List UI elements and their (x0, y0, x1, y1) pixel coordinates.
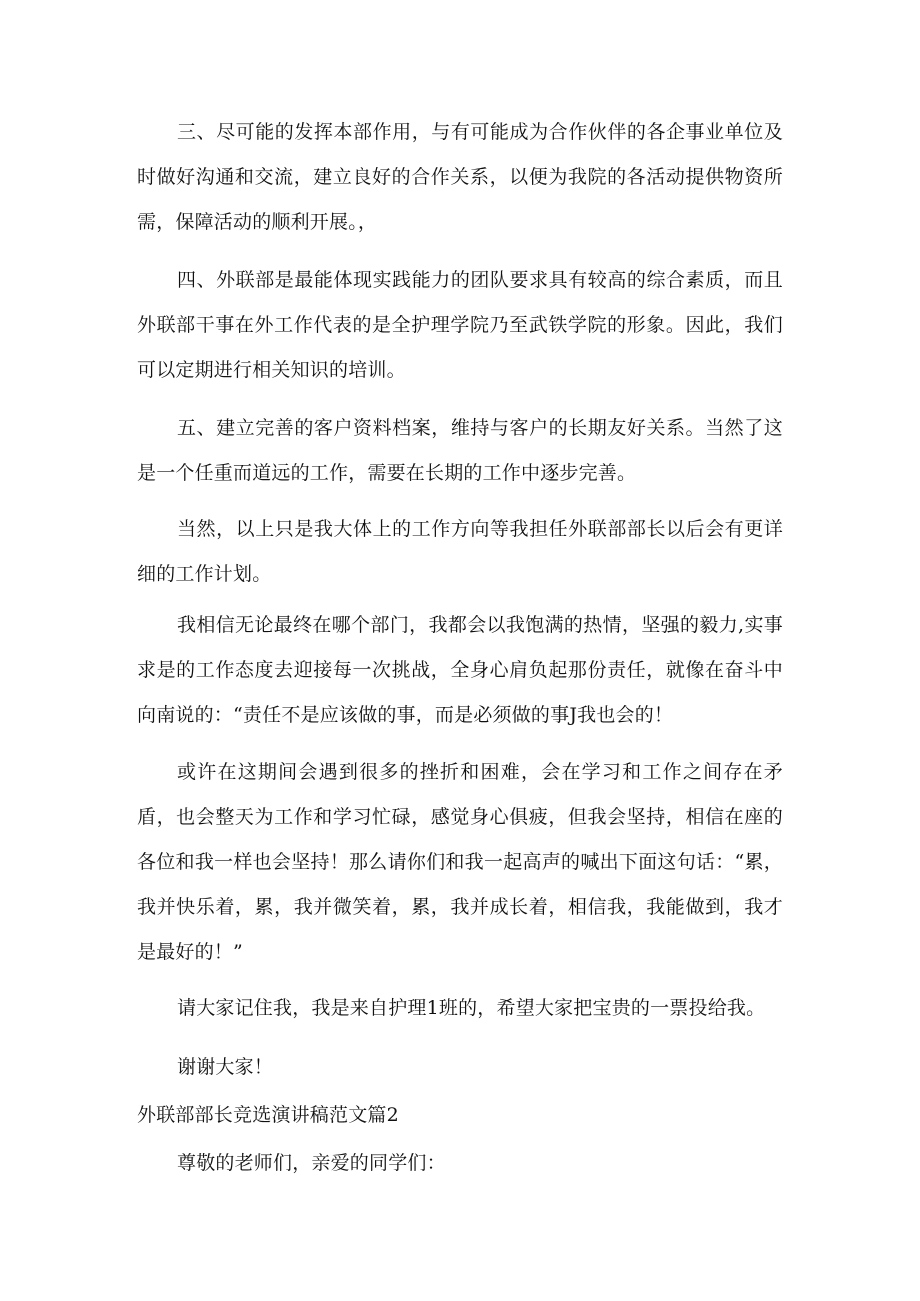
paragraph-item-three: 三、尽可能的发挥本部作用，与有可能成为合作伙伴的各企事业单位及时做好沟通和交流，建立良好的合作关系，以便为我院的各活动提供物资所需，保障活动的顺利开展。， (137, 121, 783, 233)
paragraph-belief: 我相信无论最终在哪个部门，我都会以我饱满的热情，坚强的毅力,实事求是的工作态度去迎接每一次挑战，全身心肩负起那份责任，就像在奋斗中向南说的：“责任不是应该做的事，而是必须做的事J我也会的！ (137, 614, 783, 726)
paragraph-work-direction: 当然，以上只是我大体上的工作方向等我担任外联部部长以后会有更详细的工作计划。 (137, 518, 783, 585)
paragraph-vote-request: 请大家记住我，我是来自护理1班的，希望大家把宝贵的一票投给我。 (177, 997, 766, 1019)
paragraph-item-four: 四、外联部是最能体现实践能力的团队要求具有较高的综合素质，而且外联部干事在外工作代表的是全护理学院乃至武铁学院的形象。因此，我们可以定期进行相关知识的培训。 (137, 269, 783, 381)
greeting-paragraph: 尊敬的老师们，亲爱的同学们： (177, 1152, 446, 1174)
paragraph-perseverance: 或许在这期间会遇到很多的挫折和困难，会在学习和工作之间存在矛盾，也会整天为工作和学习忙碌，感觉身心俱疲，但我会坚持，相信在座的各位和我一样也会坚持！那么请你们和我一起高声的喊出下面这句话：“累，我并快乐着，累，我并微笑着，累，我并成长着，相信我，我能做到，我才是最好的！” (137, 761, 783, 963)
section-heading: 外联部部长竞选演讲稿范文篇2 (137, 1104, 399, 1126)
paragraph-thanks: 谢谢大家！ (177, 1056, 274, 1078)
paragraph-item-five: 五、建立完善的客户资料档案，维持与客户的长期友好关系。当然了这是一个任重而道远的工作，需要在长期的工作中逐步完善。 (137, 417, 783, 484)
